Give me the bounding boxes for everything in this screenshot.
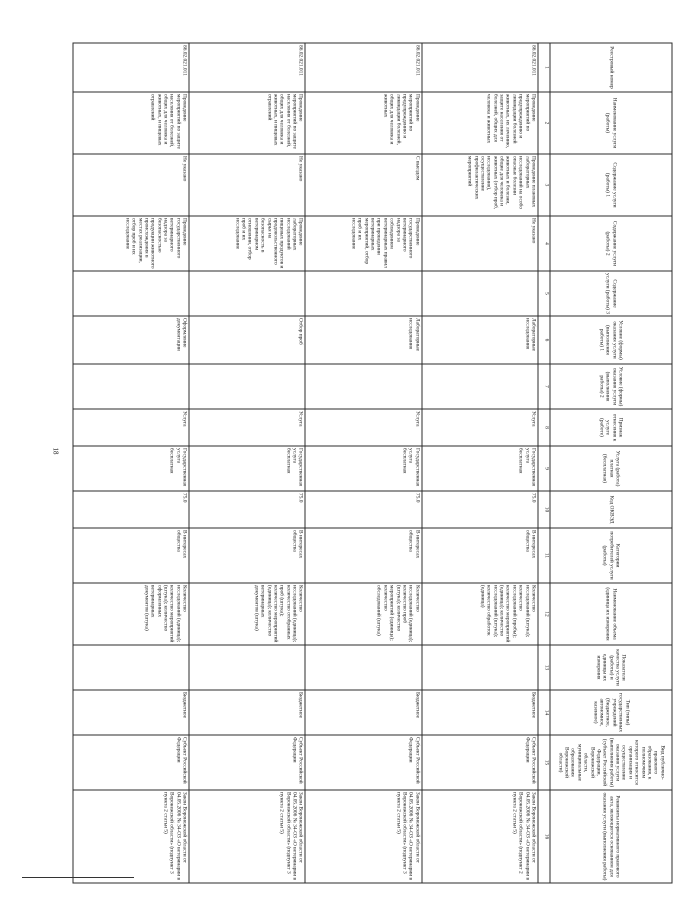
table-cell: Субъект Российской Федерации xyxy=(422,735,538,790)
header-cell: Услуга (работа) платная (бесплатная) xyxy=(550,446,672,491)
column-number: 8 xyxy=(538,409,550,446)
table-row xyxy=(73,43,189,883)
table-cell: Проведение государственного ветеринарного надзора за безопасностью продукции животного происхождения в местах реализации, отбор проб и их исследование xyxy=(73,216,189,271)
table-cell xyxy=(306,271,422,316)
header-cell: Наименование объема (единица их измерения xyxy=(550,583,672,645)
table-cell: 75.0 xyxy=(306,491,422,528)
table-cell xyxy=(422,364,538,409)
table-cell: Лабораторные исследования xyxy=(306,316,422,364)
table-cell xyxy=(189,271,305,316)
table-cell: Отбор проб xyxy=(189,316,305,364)
table-cell: Лабораторные исследования xyxy=(422,316,538,364)
table-cell: Проведение мероприятий по защите населения от болезней, общих для человека и животных, и пищевых отравлений xyxy=(189,92,305,154)
table-cell: Услуга xyxy=(306,409,422,446)
table-cell: Субъект Российской Федерации xyxy=(189,735,305,790)
table-cell: 75.0 xyxy=(73,491,189,528)
table-cell: 75.0 xyxy=(189,491,305,528)
footnote-divider xyxy=(22,877,134,878)
table-cell: Бюджетное xyxy=(422,690,538,735)
table-cell: Проведение мероприятий по предупреждению и ликвидации болезней животных, их лечению, защите населения от болезней, общих для человека и животных xyxy=(422,92,538,154)
header-cell: Содержание услуги (работы) 2 xyxy=(550,216,672,271)
table-cell xyxy=(306,364,422,409)
table-cell: Услуга xyxy=(73,409,189,446)
header-cell: Категории потребителей услуги (работы) xyxy=(550,528,672,583)
table-cell: Бюджетное xyxy=(189,690,305,735)
column-number: 5 xyxy=(538,271,550,316)
table-cell: Государственная услуга бесплатная xyxy=(189,446,305,491)
table-cell xyxy=(73,645,189,690)
column-number: 2 xyxy=(538,92,550,154)
page-number: 18 xyxy=(51,447,60,455)
table-cell: Государственная услуга бесплатная xyxy=(73,446,189,491)
table-cell xyxy=(73,364,189,409)
column-number-row xyxy=(538,43,550,883)
column-number: 10 xyxy=(538,491,550,528)
table-cell xyxy=(73,271,189,316)
column-number: 6 xyxy=(538,316,550,364)
table-cell: Не указано xyxy=(73,154,189,216)
table-cell: С выездом xyxy=(306,154,422,216)
column-number: 7 xyxy=(538,364,550,409)
header-cell: Содержание услуги (работы) 1 xyxy=(550,154,672,216)
header-cell: Реестровый номер xyxy=(550,43,672,92)
column-number: 15 xyxy=(538,735,550,790)
table-cell: В интересах общества xyxy=(73,528,189,583)
table-cell xyxy=(189,364,305,409)
column-number: 13 xyxy=(538,645,550,690)
header-cell: Наименование услуги (работы) xyxy=(550,92,672,154)
table-row xyxy=(306,43,422,883)
header-cell: Реквизиты нормативного правового акта, являющегося основанием для оказания услуги (выполнения работы) xyxy=(550,790,672,883)
table-row xyxy=(189,43,305,883)
table-cell: 86.02.021.011 xyxy=(189,43,305,92)
table-cell xyxy=(422,645,538,690)
table-cell: 75.0 xyxy=(422,491,538,528)
header-cell: Показатели качества услуги (работы) и единицы их измерения xyxy=(550,645,672,690)
table-cell: Количество исследований (единица); количество проб (штука); количество мероприятий (единица); количество обследований (штука) xyxy=(306,583,422,645)
table-cell: В интересах общества xyxy=(189,528,305,583)
table-cell: Не указано xyxy=(422,216,538,271)
table-row xyxy=(422,43,538,883)
table-cell: Не указано xyxy=(189,154,305,216)
table-cell: Проведение плановых лабораторных исследований на особо опасные болезни животных и болезни, общие для человека и животных (отбор проб, исследования), осуществление профилактических мероприятий xyxy=(422,154,538,216)
table-cell: Закон Воронежской области от 04.05.2006 № 34-ОЗ «О ветеринарии в Воронежской области» (подпункт 2 пункта 2 статьи 5) xyxy=(422,790,538,883)
table-cell xyxy=(422,271,538,316)
table-cell: Услуга xyxy=(189,409,305,446)
header-cell: Тип (типы) государственных учреждений (бюджетное, автономное, казенное) xyxy=(550,690,672,735)
services-register-table xyxy=(73,43,673,884)
column-number: 1 xyxy=(538,43,550,92)
column-number: 14 xyxy=(538,690,550,735)
table-cell: Бюджетное xyxy=(306,690,422,735)
header-cell: Содержание услуги (работы) 3 xyxy=(550,271,672,316)
column-number: 12 xyxy=(538,583,550,645)
column-number: 9 xyxy=(538,446,550,491)
table-cell: Закон Воронежской области от 04.05.2006 № 34-ОЗ «О ветеринарии в Воронежской области» (подпункт 3 пункта 2 статьи 5) xyxy=(189,790,305,883)
header-cell: Признак отнесения к услуге (работе) xyxy=(550,409,672,446)
table-cell: Субъект Российской Федерации xyxy=(73,735,189,790)
table-cell xyxy=(306,645,422,690)
table-cell: 86.02.021.011 xyxy=(306,43,422,92)
table-cell: Количество исследований (штука); количество исследований (пробы); количество мероприятий (единица); количество исследований (штука); количество обработок (единица) xyxy=(422,583,538,645)
table-cell: Проведение государственного ветеринарного надзора за соблюдением ветеринарных правил при проведении ветеринарных мероприятий, отбор проб и их исследование xyxy=(306,216,422,271)
table-cell: Проведение мероприятий по предупреждению и ликвидации болезней, общих для человека и животных xyxy=(306,92,422,154)
table-cell: 86.02.021.011 xyxy=(73,43,189,92)
header-cell: Условие (формы) оказания услуги (выполнения работы) 1 xyxy=(550,316,672,364)
header-cell: Условие (формы) оказания услуги (выполнения работы) 2 xyxy=(550,364,672,409)
table-cell: Государственная услуга бесплатная xyxy=(422,446,538,491)
table-cell: Проведение лабораторных исследований пищевых продуктов и продовольственного сырья на безопасность в ветеринарном отношении, отбор проб и их исследование xyxy=(189,216,305,271)
column-number: 16 xyxy=(538,790,550,883)
table-cell: Количество исследований (единица); количество мероприятий (штука); количество оформленных ветеринарных документов (штука) xyxy=(73,583,189,645)
table-cell: Государственная услуга бесплатная xyxy=(306,446,422,491)
table-cell: Закон Воронежской области от 04.05.2006 № 34-ОЗ «О ветеринарии в Воронежской области» (подпункт 3 пункта 2 статьи 5) xyxy=(306,790,422,883)
table-cell: Количество исследований (единица); количество отобранных проб (штука); количество мероприятий (единица); количество ветеринарных документов (штука) xyxy=(189,583,305,645)
header-cell: Вид публично-правового образования, к полномочиям которого относится организация и осуществление оказания услуги (выполнения работы) (субъект Российской Федерации, Воронежской области, муниципальные образования Воронежской области) xyxy=(550,735,672,790)
column-number: 3 xyxy=(538,154,550,216)
header-cell: Код ОКВЭД xyxy=(550,491,672,528)
table-cell: Оформление документации xyxy=(73,316,189,364)
table-cell: Закон Воронежской области от 04.05.2006 № 34-ОЗ «О ветеринарии в Воронежской области» (подпункт 3 пункта 2 статьи 5) xyxy=(73,790,189,883)
table-cell: Бюджетное xyxy=(73,690,189,735)
column-number: 4 xyxy=(538,216,550,271)
table-cell xyxy=(189,645,305,690)
table-cell: Услуга xyxy=(422,409,538,446)
header-row xyxy=(550,43,672,883)
column-number: 11 xyxy=(538,528,550,583)
table-cell: В интересах общества xyxy=(306,528,422,583)
table-cell: 86.02.021.011 xyxy=(422,43,538,92)
table-cell: Субъект Российской Федерации xyxy=(306,735,422,790)
table-cell: В интересах общества xyxy=(422,528,538,583)
table-cell: Проведение мероприятий по защите населения от болезней, общих для человека и животных, и пищевых отравлений xyxy=(73,92,189,154)
